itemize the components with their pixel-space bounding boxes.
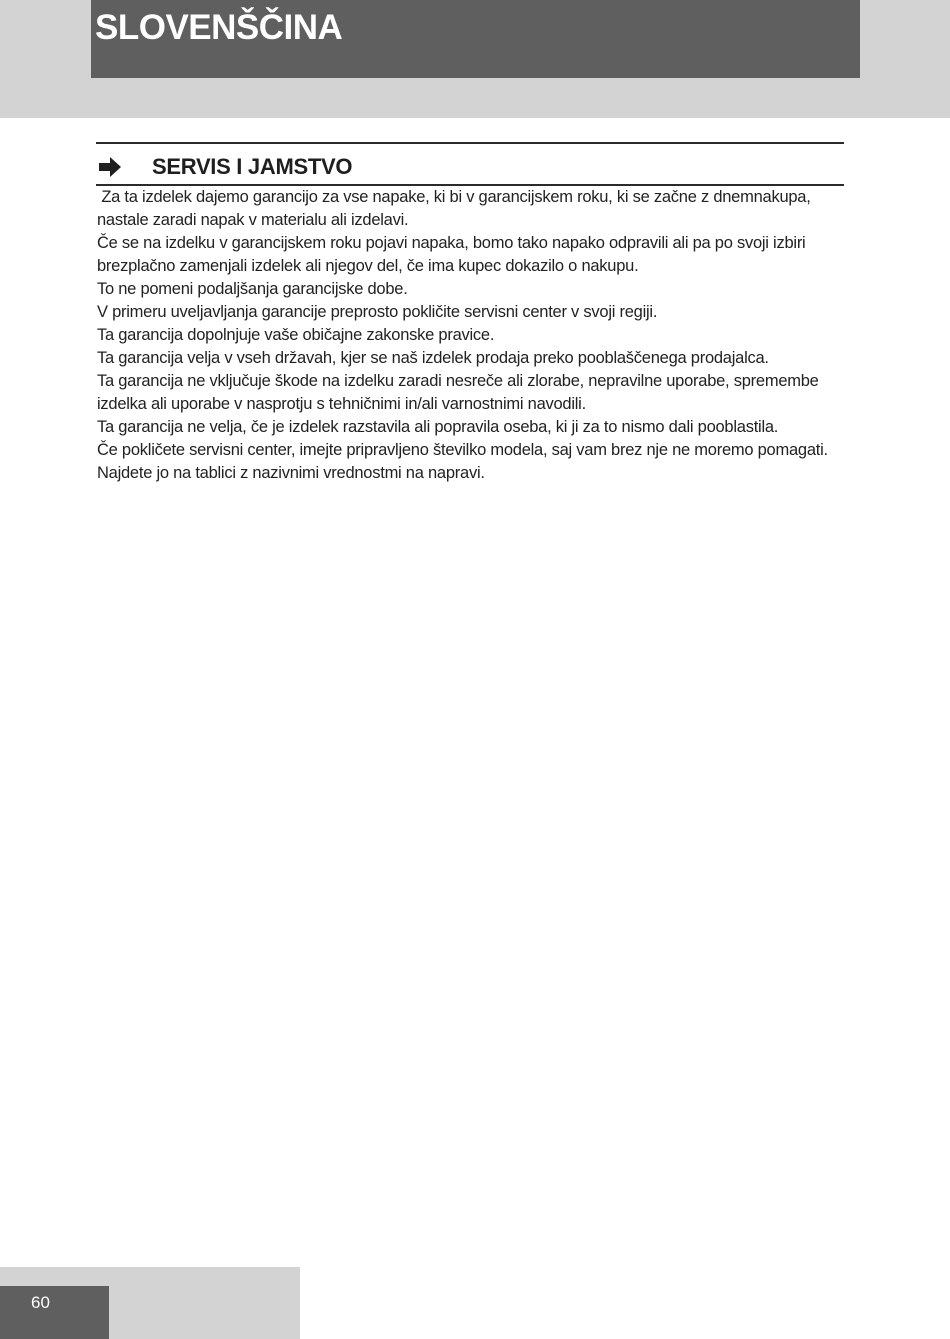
paragraph: Če pokličete servisni center, imejte pripravljeno številko modela, saj vam brez nje ne moremo pomagati.: [97, 441, 828, 459]
section-heading: [96, 144, 844, 184]
service-warranty-section: [96, 142, 844, 485]
page-number: 60: [31, 1293, 50, 1312]
header-band: [0, 0, 950, 118]
paragraph: Ta garancija ne velja, če je izdelek razstavila ali popravila oseba, ki ji za to nismo dali pooblastila.: [97, 418, 779, 436]
paragraph: To ne pomeni podaljšanja garancijske dobe.: [97, 280, 408, 298]
paragraph: Če se na izdelku v garancijskem roku pojavi napaka, bomo tako napako odpravili ali pa po svoji izbiri brezplačno zamenjali izdelek ali njegov del, če ima kupec dokazilo o nakupu.: [97, 234, 806, 275]
right-arrow-icon: [98, 155, 122, 179]
paragraph: Za ta izdelek dajemo garancijo za vse napake, ki bi v garancijskem roku, ki se začne z dnemnakupa, nastale zaradi napak v materialu ali izdelavi.: [97, 188, 815, 229]
section-body: [96, 186, 844, 485]
page-number-tab: [0, 1286, 109, 1339]
language-tab: [91, 0, 860, 78]
paragraph: Ta garancija ne vključuje škode na izdelku zaradi nesreče ali zlorabe, nepravilne uporabe, spremembe izdelka ali uporabe v nasprotju s tehničnimi in/ali varnostnimi navodili.: [97, 372, 819, 413]
language-title: SLOVENŠČINA: [95, 8, 343, 47]
paragraph: Ta garancija velja v vseh državah, kjer se naš izdelek prodaja preko pooblaščenega prodajalca.: [97, 349, 769, 367]
paragraph: V primeru uveljavljanja garancije preprosto pokličite servisni center v svoji regiji.: [97, 303, 658, 321]
paragraph: Ta garancija dopolnjuje vaše običajne zakonske pravice.: [97, 326, 495, 344]
paragraph: Najdete jo na tablici z nazivnimi vrednostmi na napravi.: [97, 464, 485, 482]
section-title: SERVIS I JAMSTVO: [152, 154, 353, 179]
